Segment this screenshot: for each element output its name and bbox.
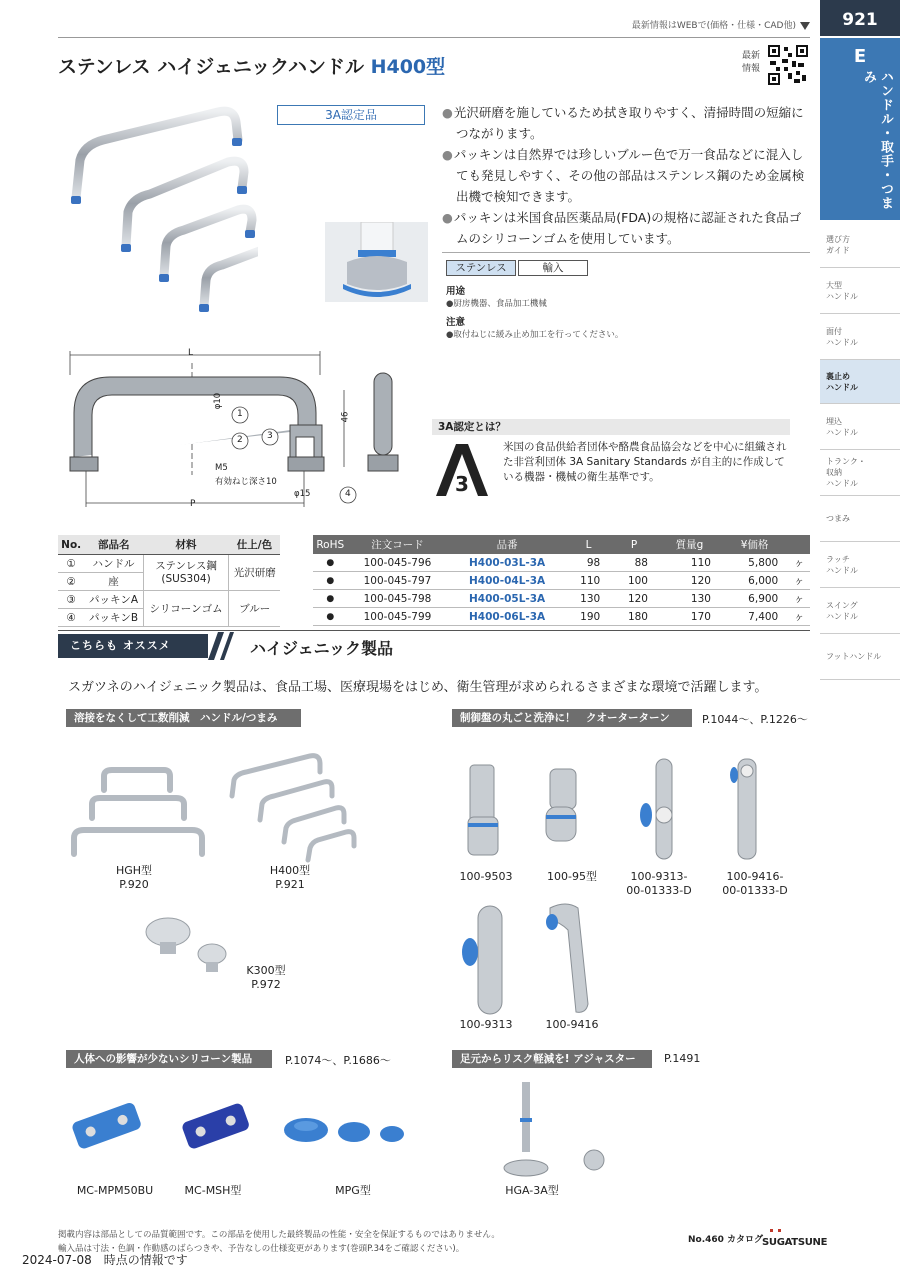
table-row: ① ハンドル ステンレス鋼 (SUS304) 光沢研磨 [58,555,280,573]
table-row: ● 100-045-799 H400-06L-3A 190 180 170 7,400 ヶ [313,608,810,626]
parts-table [58,535,280,627]
part-number-link[interactable]: H400-03L-3A [447,554,566,572]
3a-logo-mark: 3 [455,472,469,496]
3a-heading: 3A認定とは？ [432,419,790,435]
item-100-95[interactable]: 100-95型 [547,870,597,883]
divider [442,252,810,253]
callout-3: 3 [267,431,273,441]
quarter-turn-photos-2[interactable] [450,900,610,1018]
dim-L: L [188,348,194,358]
k300-knob-photo[interactable] [140,910,240,980]
sidebar-item-knob[interactable]: つまみ [820,496,900,542]
dim-phi15: φ15 [294,489,311,499]
recommend-tag: こちらも オススメ [58,634,208,658]
section-handles[interactable]: 溶接をなくして工数削減 ハンドル/つまみ [66,709,301,727]
technical-drawing [58,345,418,515]
parts-header-finish: 仕上/色 [229,535,280,555]
logo-mark-icon [768,1229,816,1237]
part-number-link[interactable]: H400-06L-3A [447,608,566,626]
dim-phi10: φ10 [213,392,224,410]
feature-list [442,102,812,249]
dim-m5: M5 [215,463,228,473]
product-photo-handles [58,100,258,320]
table-row: ② 座 [58,573,280,591]
qr-code-icon[interactable] [768,45,808,85]
dim-P: P [190,499,196,509]
section-quarter-turn[interactable]: 制御盤の丸ごと洗浄に！ クオーターターン [452,709,692,727]
sidebar-item-trunk[interactable]: トランク・ 収納 ハンドル [820,450,900,496]
sidebar-item-surface[interactable]: 面付 ハンドル [820,314,900,360]
origin-chip: 輸入 [518,260,588,276]
h400-handle-photo[interactable] [224,748,364,863]
adjuster-photo[interactable] [500,1078,610,1180]
table-row: ● 100-045-797 H400-04L-3A 110 100 120 6,000 ヶ [313,572,810,590]
table-row: ● 100-045-796 H400-03L-3A 98 88 110 5,800 ヶ [313,554,810,572]
feature-item: ● パッキンは米国食品医薬品局(FDA)の規格に認証された食品ゴムのシリコーンゴムを使用しています。 [442,207,812,249]
price-table: RoHS 注文コード 品番 L P 質量g ¥価格 ● 100-045-796 H400-03L-3A 98 88 110 5,800 ヶ ● 100-045-797 H400-04L-3A 110 100 120 6,000 ヶ ● 100-045-798 H400-05L-3A 130 120 130 6,900 ヶ ● 100-045-799 H400-06L-3A 190 180 170 7,400 ヶ [313,535,810,626]
page-number: 921 [820,0,900,36]
sidebar-item-recessed[interactable]: 埋込 ハンドル [820,404,900,450]
dim-thread: 有効ねじ深さ10 [215,477,277,487]
parts-header-no: No. [58,535,84,555]
item-h400[interactable]: H400型 P.921 [269,864,311,891]
sidebar-item-latch[interactable]: ラッチ ハンドル [820,542,900,588]
slash-decoration-icon [200,632,240,660]
parts-header-name: 部品名 [84,535,143,555]
page-title: ステンレス ハイジェニックハンドル H400型 [58,56,446,78]
table-row: ④ パッキンB [58,609,280,627]
footer-date: 2024-07-08 時点の情報です [22,1253,188,1267]
sidebar-item-large[interactable]: 大型 ハンドル [820,268,900,314]
item-100-9503[interactable]: 100-9503 [459,870,513,883]
item-100-9416[interactable]: 100-9416 [545,1018,599,1031]
use-heading: 用途 [446,286,466,297]
item-mc-msh[interactable]: MC-MSH型 [184,1184,242,1197]
item-k300[interactable]: K300型 P.972 [246,964,286,991]
sidebar-item-guide[interactable]: 選び方 ガイド [820,222,900,268]
item-mc-mpm50bu[interactable]: MC-MPM50BU [76,1184,154,1197]
parts-header-material: 材料 [143,535,229,555]
feature-item: ● パッキンは自然界では珍しいブルー色で万一食品などに混入しても発見しやすく、その他の部品はステンレス鋼のため金属検出機で検知できます。 [442,144,812,207]
triangle-down-icon [800,22,810,30]
material-chip: ステンレス [446,260,516,276]
qr-label: 最新 情報 [742,51,761,74]
gasket-detail-photo [325,222,428,302]
sugatsune-logo: SUGATSUNE [762,1229,827,1248]
part-number-link[interactable]: H400-05L-3A [447,590,566,608]
3a-description: 米国の食品供給者団体や酪農食品協会などを中心に組織された非営利団体 3A Sanitary Standards が自主的に作成している機器・機械の衛生基準です。 [503,441,787,483]
item-hga-3a[interactable]: HGA-3A型 [505,1184,559,1197]
sidebar-item-swing[interactable]: スイング ハンドル [820,588,900,634]
adjuster-page-ref[interactable]: P.1491 [664,1052,701,1065]
use-text: ●厨房機器、食品加工機械 [446,299,547,309]
item-hgh[interactable]: HGH型 P.920 [115,864,153,891]
web-info-notice: 最新情報はWEBで(価格・仕様・CAD他) [560,18,810,31]
table-row: ③ パッキンA シリコーンゴム ブルー [58,591,280,609]
item-100-9313-d[interactable]: 100-9313- 00-01333-D [626,870,692,897]
sidebar-item-back-mount[interactable]: 裏止め ハンドル [820,360,900,404]
feature-item: ● 光沢研磨を施しているため拭き取りやすく、清掃時間の短縮につながります。 [442,102,812,144]
hgh-handle-photo[interactable] [66,760,216,860]
category-letter: E [853,46,867,67]
silicone-page-ref[interactable]: P.1074～、P.1686～ [285,1054,391,1067]
footer-notes: 掲載内容は部品としての品質範囲です。この部品を使用した最終製品の性能・安全を保証するものではありません。 輸入品は寸法・色調・作動感のばらつきや、予告なしの仕様変更があります(巻頭P.34をご確認ください)。 [58,1230,500,1254]
item-100-9416-d[interactable]: 100-9416- 00-01333-D [722,870,788,897]
header-rule [58,37,810,38]
item-100-9313[interactable]: 100-9313 [459,1018,513,1031]
caution-heading: 注意 [446,317,466,328]
table-row: ● 100-045-798 H400-05L-3A 130 120 130 6,900 ヶ [313,590,810,608]
recommend-rule [58,630,810,631]
callout-1: 1 [237,409,243,419]
category-label: ハンドル・取手・つまみ [861,70,893,210]
caution-text: ●取付ねじに緩み止め加工を行ってください。 [446,330,624,340]
silicone-products-photo[interactable] [66,1092,426,1162]
item-mpg[interactable]: MPG型 [335,1184,371,1197]
section-silicone[interactable]: 人体への影響が少ないシリコーン製品 [66,1050,272,1068]
quarter-page-ref[interactable]: P.1044～、P.1226～ [702,713,808,726]
catalog-number: No.460 カタログ [688,1235,764,1245]
callout-2: 2 [237,435,243,445]
dim-46: 46 [340,411,351,423]
recommend-title: ハイジェニック製品 [250,639,394,658]
callout-4: 4 [345,489,351,499]
category-tab[interactable] [820,38,900,220]
quarter-turn-photos[interactable] [450,755,810,865]
section-adjuster[interactable]: 足元からリスク軽減を! アジャスター [452,1050,652,1068]
part-number-link[interactable]: H400-04L-3A [447,572,566,590]
sidebar-item-foot[interactable]: フットハンドル [820,634,900,680]
3a-certified-badge: 3A認定品 [277,105,425,125]
recommend-lead: スガツネのハイジェニック製品は、食品工場、医療現場をはじめ、衛生管理が求められるさまざまな環境で活躍します。 [68,680,768,695]
3a-logo-icon [432,440,492,498]
